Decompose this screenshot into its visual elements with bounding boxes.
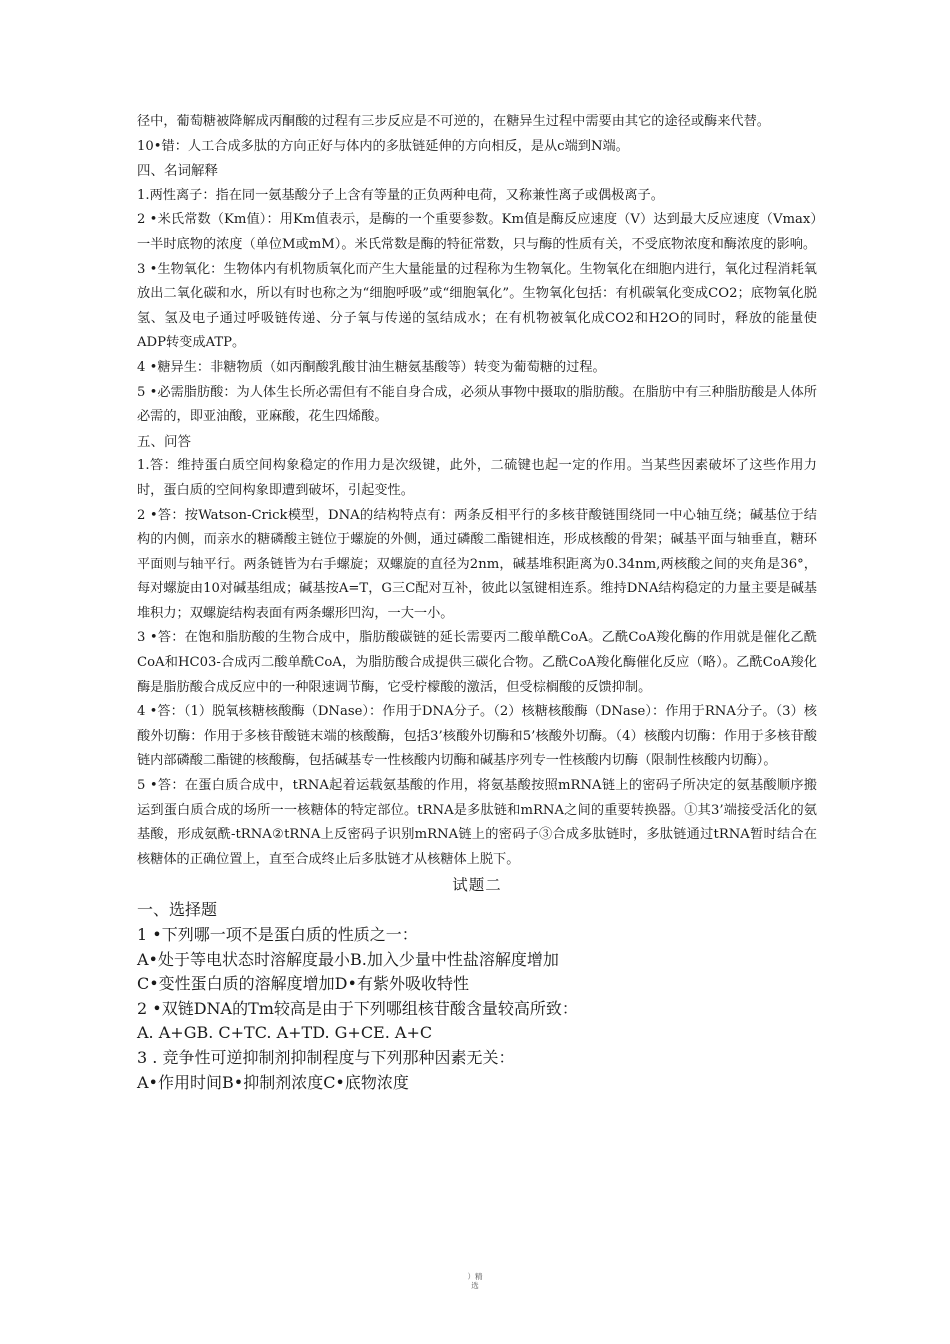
footer-mark-line2: 选: [471, 1281, 479, 1290]
exam-title: 试题二: [452, 876, 502, 895]
qa-item-3: 3 •答：在饱和脂肪酸的生物合成中，脂肪酸碳链的延长需要丙二酸单酰CoA。乙酰CoA羧化酶的作用就是催化乙酰CoA和HC03-合成丙二酸单酰CoA，为脂肪酸合成提供三碳化合物。乙酰CoA羧化酶催化反应（略）。乙酰CoA羧化酶是脂肪酸合成反应中的一种限速调节酶，它受柠檬酸的激活，但受棕榈酸的反馈抑制。: [137, 630, 817, 695]
question-line: 3 . 竞争性可逆抑制剂抑制程度与下列那种因素无关：: [137, 1047, 515, 1067]
term-item-1: 1.两性离子：指在同一氨基酸分子上含有等量的正负两种电荷，又称兼性离子或偶极离子。: [137, 187, 664, 203]
question-line: 2 •双链DNA的Tm较高是由于下列哪组核苷酸含量较高所致：: [137, 998, 578, 1018]
question-line: 1 •下列哪一项不是蛋白质的性质之一：: [137, 925, 418, 944]
qa-item-1: 1.答：维持蛋白质空间构象稳定的作用力是次级键，此外，二硫键也起一定的作用。当某些因素破坏了这些作用力时，蛋白质的空间构象即遭到破坏，引起变性。: [137, 458, 817, 498]
section-heading-terms: 四、名词解释: [137, 163, 218, 180]
footer-mark-line1: ）精: [467, 1272, 483, 1281]
section-heading-qa: 五、问答: [137, 433, 191, 450]
qa-item-5: 5 •答：在蛋白质合成中，tRNA起着运载氨基酸的作用，将氨基酸按照mRNA链上的密码子所决定的氨基酸顺序搬运到蛋白质合成的场所一一核糖体的特定部位。tRNA是多肽链和mRNA之间的重要转换器。①其3’端接受活化的氨基酸，形成氨酰-tRNA②tRNA上反密码子识别mRNA链上的密码子③合成多肽链时，多肽链通过tRNA暂时结合在核糖体的正确位置上，直至合成终止后多肽链才从核糖体上脱下。: [137, 778, 817, 867]
paragraph-intro: 径中，葡萄糖被降解成丙酮酸的过程有三步反应是不可逆的，在糖异生过程中需要由其它的途径或酶来代替。: [137, 114, 770, 129]
page-footer: [0, 1272, 950, 1290]
term-item-5: 5 •必需脂肪酸：为人体生长所必需但有不能自身合成，必须从事物中摄取的脂肪酸。在脂肪中有三种脂肪酸是人体所必需的，即亚油酸，亚麻酸，花生四烯酸。: [137, 384, 817, 425]
qa-item-4: 4 •答：（1）脱氧核糖核酸酶（DNase）：作用于DNA分子。（2）核糖核酸酶（DNase）：作用于RNA分子。（3）核酸外切酶：作用于多核苷酸链末端的核酸酶，包括3’核酸外切酶和5’核酸外切酶。（4）核酸内切酶：作用于多核苷酸链内部磷酸二酯键的核酸酶，包括碱基专一性核酸内切酶和碱基序列专一性核酸内切酶（限制性核酸内切酶）。: [137, 704, 817, 769]
question-line: A•作用时间B•抑制剂浓度C•底物浓度: [137, 1072, 409, 1092]
answer-item-10: 10•错：人工合成多肽的方向正好与体内的多肽链延伸的方向相反，是从c端到N端。: [137, 138, 629, 154]
term-item-3: 3 •生物氧化：生物体内有机物质氧化而产生大量能量的过程称为生物氧化。生物氧化在细胞内进行，氧化过程消耗氧放出二氧化碳和水，所以有时也称之为“细胞呼吸”或“细胞氧化”。生物氧化包括：有机碳氧化变成CO2；底物氧化脱氢、氢及电子通过呼吸链传递、分子氧与传递的氢结成水；在有机物被氧化成CO2和H2O的同时，释放的能量使ADP转变成ATP。: [137, 261, 817, 351]
question-line: C•变性蛋白质的溶解度增加D•有紫外吸收特性: [137, 974, 469, 994]
question-line: A•处于等电状态时溶解度最小B.加入少量中性盐溶解度增加: [137, 949, 559, 969]
document-page: [137, 110, 817, 1095]
term-item-4: 4 •糖异生：非糖物质（如丙酮酸乳酸甘油生糖氨基酸等）转变为葡萄糖的过程。: [137, 359, 606, 375]
term-item-2: 2 •米氏常数（Km值）：用Km值表示，是酶的一个重要参数。Km值是酶反应速度（V）达到最大反应速度（Vmax）一半时底物的浓度（单位M或mM）。米氏常数是酶的特征常数，只与酶的性质有关，不受底物浓度和酶浓度的影响。: [137, 212, 817, 252]
section-heading-choice: 一、选择题: [137, 900, 218, 920]
question-line: A. A+GB. C+TC. A+TD. G+CE. A+C: [137, 1023, 433, 1043]
qa-item-2: 2 •答：按Watson-Crick模型，DNA的结构特点有：两条反相平行的多核苷酸链围绕同一中心轴互绕；碱基位于结构的内侧，而亲水的糖磷酸主链位于螺旋的外侧，通过磷酸二酯键相连，形成核酸的骨架；碱基平面与轴垂直，糖环平面则与轴平行。两条链皆为右手螺旋；双螺旋的直径为2nm，碱基堆积距离为0.34nm,两核酸之间的夹角是36°，每对螺旋由10对碱基组成；碱基按A=T，G三C配对互补，彼此以氢键相连系。维持DNA结构稳定的力量主要是碱基堆积力；双螺旋结构表面有两条螺形凹沟，一大一小。: [137, 507, 817, 621]
